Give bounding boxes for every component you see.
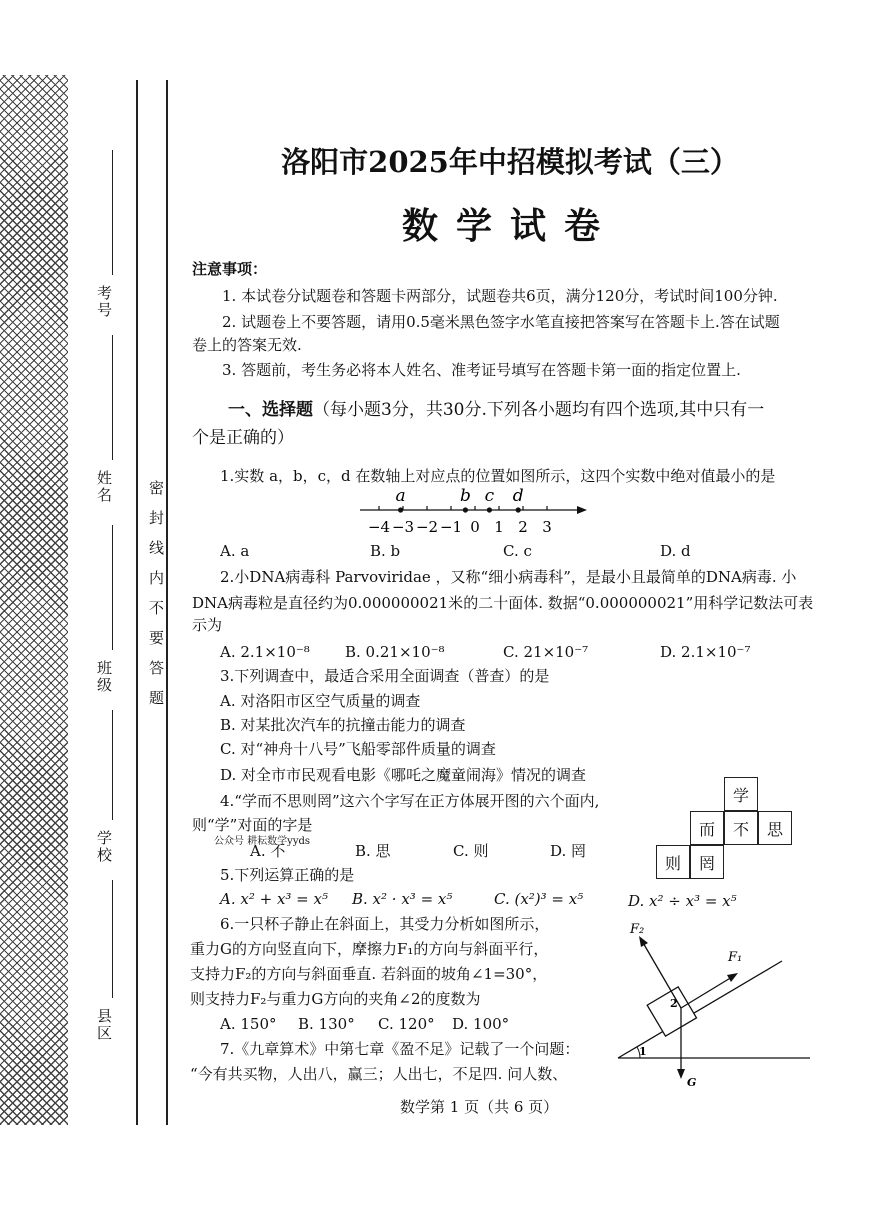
exam-no-label: 考号 — [95, 285, 113, 319]
q2-line-3: 示为 — [192, 616, 223, 634]
q4-line-2: 则“学”对面的字是 — [192, 816, 313, 834]
notice-item-1: 1. 本试卷分试题卷和答题卡两部分，试题卷共6页，满分120分，考试时间100分钟. — [222, 287, 778, 305]
notice-item-3: 3. 答题前，考生务必将本人姓名、准考证号填写在答题卡第一面的指定位置上. — [222, 361, 741, 379]
label-f1: F₁ — [728, 950, 743, 965]
axis-point-b — [463, 507, 468, 512]
q3-option-a: A. 对洛阳市区空气质量的调查 — [220, 692, 421, 710]
net-cell-5: 则 — [656, 845, 690, 879]
q2-line-1: 2.小DNA病毒科 Parvoviridae ，又称“细小病毒科”，是最小且最简单的DNA病毒. 小 — [220, 568, 797, 586]
q2-option-b: B. 0.21×10⁻⁸ — [345, 643, 445, 661]
county-blank — [112, 880, 113, 998]
q5-option-c: C. (x²)³ = x⁵ — [494, 890, 584, 908]
q6-line-1: 6.一只杯子静止在斜面上，其受力分析如图所示， — [220, 915, 550, 933]
q1-option-d: D. d — [660, 542, 691, 560]
class-label: 班级 — [95, 660, 113, 694]
q2-option-a: A. 2.1×10⁻⁸ — [220, 643, 310, 661]
friction-arrow — [681, 977, 732, 1008]
q6-option-a: A. 150° — [220, 1015, 277, 1033]
q2-option-c: C. 21×10⁻⁷ — [503, 643, 589, 661]
q5-option-a: A. x² + x³ = x⁵ — [220, 890, 328, 908]
q4-option-c: C. 则 — [453, 842, 489, 860]
seal-notice: 密封线内不要答题 — [147, 480, 165, 720]
county-label: 县区 — [95, 1008, 113, 1042]
q2-option-d: D. 2.1×10⁻⁷ — [660, 643, 751, 661]
q6-force-diagram — [610, 915, 815, 1090]
label-angle-2: 2 — [670, 997, 678, 1010]
q3-option-c: C. 对“神舟十八号”飞船零部件质量的调查 — [220, 740, 496, 758]
axis-point-label-b: b — [459, 486, 471, 506]
notice-heading: 注意事项： — [192, 260, 268, 278]
school-label: 学校 — [95, 830, 113, 864]
name-blank — [112, 335, 113, 460]
q1-number-line — [355, 484, 595, 540]
axis-point-label-c: c — [484, 486, 495, 506]
axis-point-label-a: a — [395, 486, 406, 506]
watermark: 公众号 耕耘数学yyds — [214, 836, 311, 847]
axis-tick-label: −1 — [439, 518, 463, 536]
page-footer: 数学第 1 页（共 6 页） — [400, 1098, 559, 1116]
q6-line-3: 支持力F₂的方向与斜面垂直. 若斜面的坡角∠1=30°， — [190, 965, 548, 983]
q6-option-b: B. 130° — [298, 1015, 355, 1033]
q4-option-a: A. 不 — [250, 842, 286, 860]
section-desc-2: 个是正确的） — [192, 428, 294, 448]
label-angle-1: 1 — [639, 1045, 647, 1058]
notice-item-2a: 2. 试题卷上不要答题，请用0.5毫米黑色签字水笔直接把答案写在答题卡上.答在试题 — [222, 313, 780, 331]
q6-line-4: 则支持力F₂与重力G方向的夹角∠2的度数为 — [190, 990, 481, 1008]
axis-point-a — [398, 507, 403, 512]
axis-point-label-d: d — [512, 486, 524, 506]
q7-line-2: “今有共买物，人出八，赢三；人出七，不足四. 问人数、 — [190, 1065, 568, 1083]
q3-option-d: D. 对全市市民观看电影《哪吒之魔童闹海》情况的调查 — [220, 766, 587, 784]
net-cell-1: 学 — [724, 777, 758, 811]
q4-option-b: B. 思 — [355, 842, 391, 860]
axis-point-d — [516, 507, 521, 512]
axis-tick-label: −3 — [391, 518, 415, 536]
q5-option-d: D. x² ÷ x³ = x⁵ — [628, 892, 737, 910]
net-cell-4: 思 — [758, 811, 792, 845]
axis-tick-label: 3 — [542, 518, 552, 536]
class-blank — [112, 525, 113, 650]
q4-line-1: 4.“学而不思则罔”这六个字写在正方体展开图的六个面内, — [220, 792, 600, 810]
q1-option-a: A. a — [220, 542, 250, 560]
section-name: 一、选择题 — [228, 400, 313, 420]
section-title — [228, 399, 764, 421]
net-cell-2: 而 — [690, 811, 724, 845]
q1-option-c: C. c — [503, 542, 532, 560]
q3-option-b: B. 对某批次汽车的抗撞击能力的调查 — [220, 716, 466, 734]
axis-tick-label: 1 — [494, 518, 504, 536]
q4-option-d: D. 罔 — [550, 842, 587, 860]
cup-block — [647, 987, 696, 1036]
q6-option-c: C. 120° — [378, 1015, 435, 1033]
net-cell-3: 不 — [724, 811, 758, 845]
axis-tick-label: 2 — [518, 518, 528, 536]
q6-line-2: 重力G的方向竖直向下，摩擦力F₁的方向与斜面平行， — [190, 940, 549, 958]
q5-option-b: B. x² · x³ = x⁵ — [352, 890, 453, 908]
q1-option-b: B. b — [370, 542, 401, 560]
q2-line-2: DNA病毒粒是直径约为0.000000021米的二十面体. 数据“0.000000021”用科学记数法可表 — [192, 594, 814, 612]
axis-tick-label: 0 — [470, 518, 480, 536]
exam-title: 洛阳市2025年中招模拟考试（三） — [281, 145, 739, 179]
notice-item-2b: 卷上的答案无效. — [192, 336, 302, 354]
subject-title: 数学试卷 — [401, 205, 618, 247]
q1-stem: 1.实数 a，b，c，d 在数轴上对应点的位置如图所示，这四个实数中绝对值最小的是 — [220, 467, 776, 485]
axis-tick-label: −2 — [415, 518, 439, 536]
label-f2: F₂ — [630, 922, 645, 937]
net-cell-6: 罔 — [690, 845, 724, 879]
axis-point-c — [487, 507, 492, 512]
axis-tick-label: −4 — [367, 518, 391, 536]
name-label: 姓名 — [95, 470, 113, 504]
incline-line — [618, 961, 782, 1058]
section-desc: （每小题3分，共30分.下列各小题均有四个选项,其中只有一 — [313, 400, 765, 420]
q5-stem: 5.下列运算正确的是 — [220, 866, 355, 884]
q6-option-d: D. 100° — [452, 1015, 510, 1033]
school-blank — [112, 710, 113, 820]
q7-line-1: 7.《九章算术》中第七章《盈不足》记载了一个问题： — [220, 1040, 580, 1058]
label-g: G — [687, 1076, 697, 1089]
q3-stem: 3.下列调查中，最适合采用全面调查（普查）的是 — [220, 667, 550, 685]
